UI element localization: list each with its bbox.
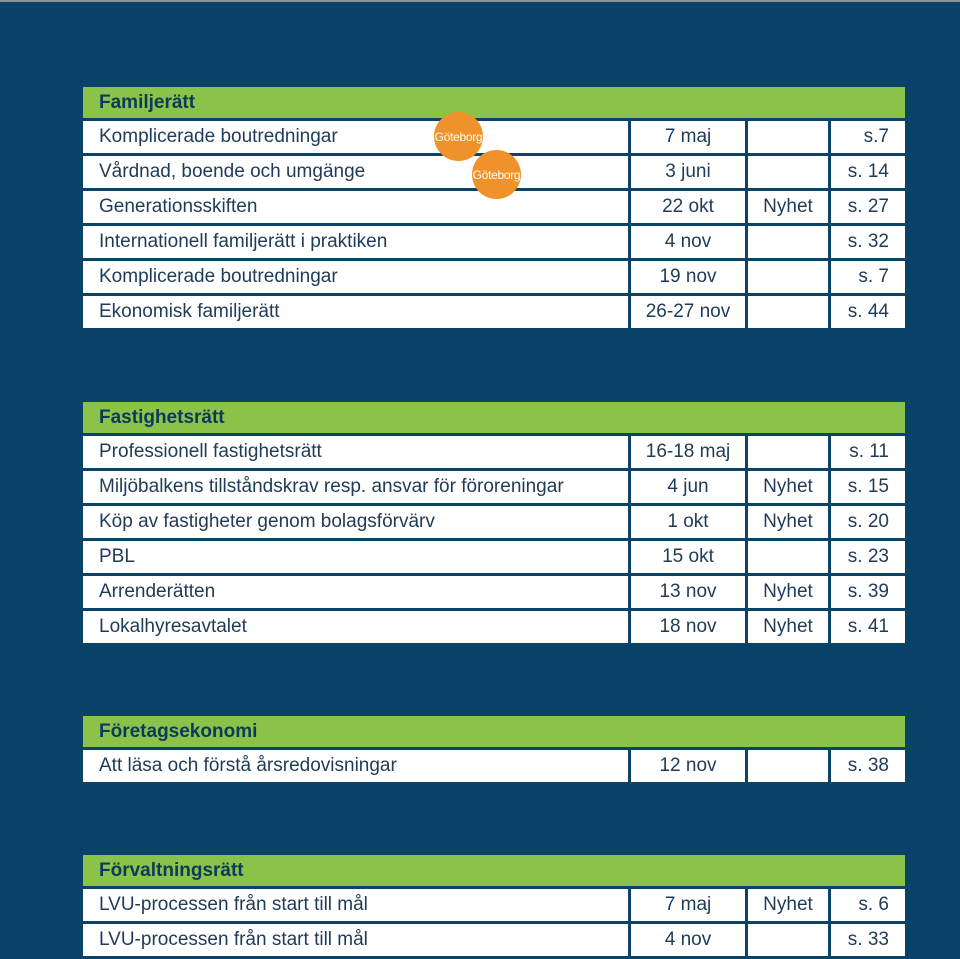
course-date: 15 okt [631,541,745,573]
section-foretagsekonomi [83,716,905,785]
course-new: Nyhet [748,576,828,608]
course-new: Nyhet [748,611,828,643]
course-page: s. 44 [831,296,905,328]
course-page: s. 27 [831,191,905,223]
course-date: 16-18 maj [631,436,745,468]
course-title: Generationsskiften [83,191,628,223]
course-new: Nyhet [748,889,828,921]
course-title: Ekonomisk familjerätt [83,296,628,328]
course-page: s. 15 [831,471,905,503]
course-row[interactable] [83,436,905,468]
course-title: Köp av fastigheter genom bolagsförvärv [83,506,628,538]
course-page: s. 41 [831,611,905,643]
course-new [748,750,828,782]
course-page: s. 33 [831,924,905,956]
course-page: s.7 [831,121,905,153]
course-date: 18 nov [631,611,745,643]
course-new [748,261,828,293]
section-header: Fastighetsrätt [83,402,905,433]
course-row[interactable] [83,121,905,153]
location-badge-goteborg: Göteborg [434,112,483,161]
course-page: s. 32 [831,226,905,258]
course-title: Professionell fastighetsrätt [83,436,628,468]
course-new: Nyhet [748,506,828,538]
course-date: 3 juni [631,156,745,188]
section-forvaltningsratt [83,855,905,959]
course-page: s. 6 [831,889,905,921]
course-date: 19 nov [631,261,745,293]
course-title: LVU-processen från start till mål [83,889,628,921]
course-title: Att läsa och förstå årsredovisningar [83,750,628,782]
course-new [748,296,828,328]
course-date: 4 nov [631,226,745,258]
course-title: Lokalhyresavtalet [83,611,628,643]
course-row[interactable] [83,471,905,503]
course-row[interactable] [83,506,905,538]
course-page: s. 14 [831,156,905,188]
course-date: 7 maj [631,121,745,153]
course-row[interactable] [83,889,905,921]
course-row[interactable] [83,296,905,328]
course-title: PBL [83,541,628,573]
course-page: s. 23 [831,541,905,573]
section-header: Förvaltningsrätt [83,855,905,886]
course-new: Nyhet [748,471,828,503]
course-title: Vårdnad, boende och umgänge [83,156,628,188]
course-page: s. 11 [831,436,905,468]
course-new: Nyhet [748,191,828,223]
course-new [748,541,828,573]
course-page: s. 38 [831,750,905,782]
course-new [748,121,828,153]
course-title: Komplicerade boutredningar [83,121,628,153]
section-header: Företagsekonomi [83,716,905,747]
course-new [748,226,828,258]
course-title: Internationell familjerätt i praktiken [83,226,628,258]
course-new [748,436,828,468]
course-title: Miljöbalkens tillståndskrav resp. ansvar för föroreningar [83,471,628,503]
course-row[interactable] [83,261,905,293]
course-page: s. 7 [831,261,905,293]
course-title: Arrenderätten [83,576,628,608]
course-title: Komplicerade boutredningar [83,261,628,293]
course-date: 13 nov [631,576,745,608]
course-date: 4 jun [631,471,745,503]
course-new [748,924,828,956]
course-page: s. 39 [831,576,905,608]
course-row[interactable] [83,611,905,643]
course-date: 1 okt [631,506,745,538]
top-divider [0,0,960,2]
course-date: 12 nov [631,750,745,782]
section-header: Familjerätt [83,87,905,118]
course-row[interactable] [83,750,905,782]
course-date: 22 okt [631,191,745,223]
course-title: LVU-processen från start till mål [83,924,628,956]
course-row[interactable] [83,541,905,573]
course-row[interactable] [83,924,905,956]
section-familjeratt [83,87,905,331]
course-new [748,156,828,188]
course-row[interactable] [83,576,905,608]
section-fastighetsratt [83,402,905,646]
location-badge-goteborg: Göteborg [472,150,521,199]
course-date: 26-27 nov [631,296,745,328]
course-date: 4 nov [631,924,745,956]
course-date: 7 maj [631,889,745,921]
course-page: s. 20 [831,506,905,538]
course-row[interactable] [83,226,905,258]
